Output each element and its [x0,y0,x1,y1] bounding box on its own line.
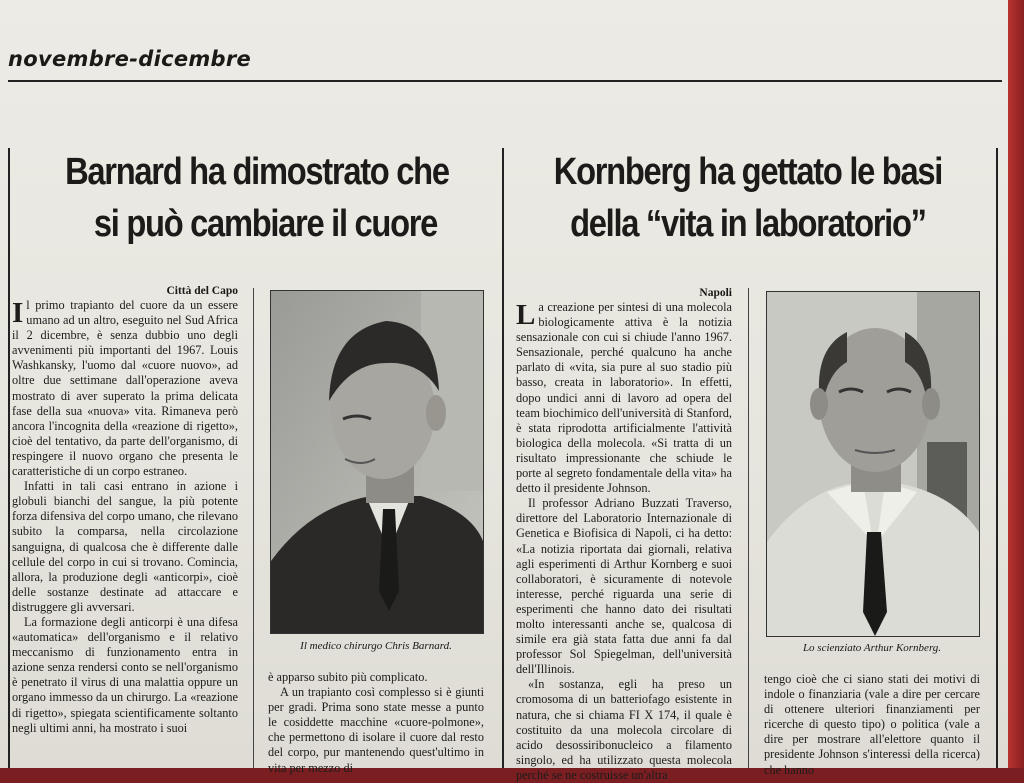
left-paragraph-1 [12,298,238,479]
column-rule-inner-left [253,288,254,768]
left-headline-line2: si può cambiare il cuore [93,203,438,245]
left-paragraph-2: Infatti in tali casi entrano in azione i globuli bianchi del sangue, la più potente forza difensiva del corpo umano, che rilevano subito la comparsa, nella circolazione sanguigna, di qualcosa che è differente dalle cellule del corpo in cui si trovano. Comincia, allora, la produzione degli «anticorpi», cioè delle sostanze destinate ad attaccare e distruggere gli avversari. [12,479,238,614]
right-dropcap: L [516,299,536,331]
right-paragraph-2: Il professor Adriano Buzzati Traverso, direttore del Laboratorio Internazionale di Genetica e Biofisica di Napoli, ci ha detto: «La notizia riportata dai giornali, relativa agli esperimenti di Arthur Kornberg e suoi collaboratori, è sicuramente di notevole interesse, perché riguarda una serie di esperimenti che hanno dato dei risultati molto interessanti anche se, qualcosa di simile era già stata fatta due anni fa dal professor Sol Spiegelman, dell'università dell'Illinois. [516,496,732,677]
right-paragraph-1-text: a creazione per sintesi di una molecola biologicamente attiva è la notizia sensazionale con cui si chiude l'anno 1967. Sensazionale, perché qualcuno ha anche parlato di «vita, sia pure al suo stadio più basso, creata in laboratorio». In effetti, dopo undici anni di lavoro ad opera del team biochimico dell'università di Stanford, è stata riprodotta artificialmente l'attività biologica della molecola. «Si tratta di un risultato impressionante che schiude le porte al segreto fondamentale della vita» ha detto il presidente Johnson. [516,300,732,496]
right-headline [520,146,976,250]
right-headline-line1: Kornberg ha gettato le basi [553,151,943,193]
column-rule-center [502,148,504,768]
left-paragraph-5: A un trapianto così complesso si è giunti per gradi. Prima sono state messe a punto le cosiddette macchine «cuore-polmone», che permettono di isolare il cuore dal resto del corpo, pur mantenendo quest'ultimo in vita per mezzo di [268,685,484,775]
left-headline [29,146,485,250]
left-paragraph-1-text: l primo trapianto del cuore da un essere umano ad un altro, eseguito nel Sud Africa il 2 dicembre, è senza dubbio uno degli avvenimenti più importanti del 1967. Louis Washkansky, l'uomo dal «cuore nuovo», ad oltre due settimane dall'operazione aveva mostrato di aver superato la prima delicata fase della sua «nuova» vita. Rimaneva però ancora l'incognita della «reazione di rigetto», cioè del tentativo, da parte dell'organismo, di respingere il nuovo organo che presenta le caratteristiche di un corpo estraneo. [12,298,238,479]
left-article-body [12,298,238,768]
right-article-body [516,299,732,782]
left-dateline: Città del Capo [166,285,238,297]
right-paragraph-1 [516,300,732,496]
left-dropcap: I [12,297,24,329]
right-dateline: Napoli [699,287,732,299]
right-paragraph-3: «In sostanza, egli ha preso un cromosoma di un batteriofago esistente in natura, che si chiama FI X 174, il quale è costituito da una molecola circolare di acido desossiribonucleico a filamento singolo, ed ha utilizzato questa molecola perché se ne costruisse un'altra [516,677,732,782]
barnard-caption: Il medico chirurgo Chris Barnard. [300,640,452,652]
left-headline-line1: Barnard ha dimostrato che [65,151,449,193]
column-rule-left [8,148,10,768]
right-article-body-col2 [764,672,980,777]
right-headline-line2: della “vita in laboratorio” [570,203,926,245]
left-paragraph-3: La formazione degli anticorpi è una difesa «automatica» dell'organismo e il relativo meccanismo di funzionamento entra in azione senza rendersi conto se nell'organismo è penetrato il virus di una malattia oppure un organo immesso da un chirurgo. La «reazione di rigetto», spiegata scientificamente soltanto negli ultimi anni, ha mostrato i suoi [12,614,238,735]
kornberg-photo [766,291,980,637]
column-rule-inner-right [748,288,749,768]
kornberg-caption: Lo scienziato Arthur Kornberg. [802,642,942,654]
section-rule [8,80,1002,82]
barnard-photo [270,290,484,634]
left-article-body-col2 [268,670,484,775]
section-header: novembre-dicembre [8,47,252,71]
left-paragraph-4: è apparso subito più complicato. [268,670,428,684]
column-rule-right [996,148,998,768]
red-background-edge [1008,0,1024,768]
right-paragraph-4: tengo cioè che ci siano stati dei motivi di indole o finanziaria (vale a dire per cercare di ottenere ulteriori finanziamenti per ricerche di questo tipo) o politica (vale a dire per mostrare all'elettore quanto il presidente Johnson s'interessi della ricerca) che hanno [764,672,980,777]
